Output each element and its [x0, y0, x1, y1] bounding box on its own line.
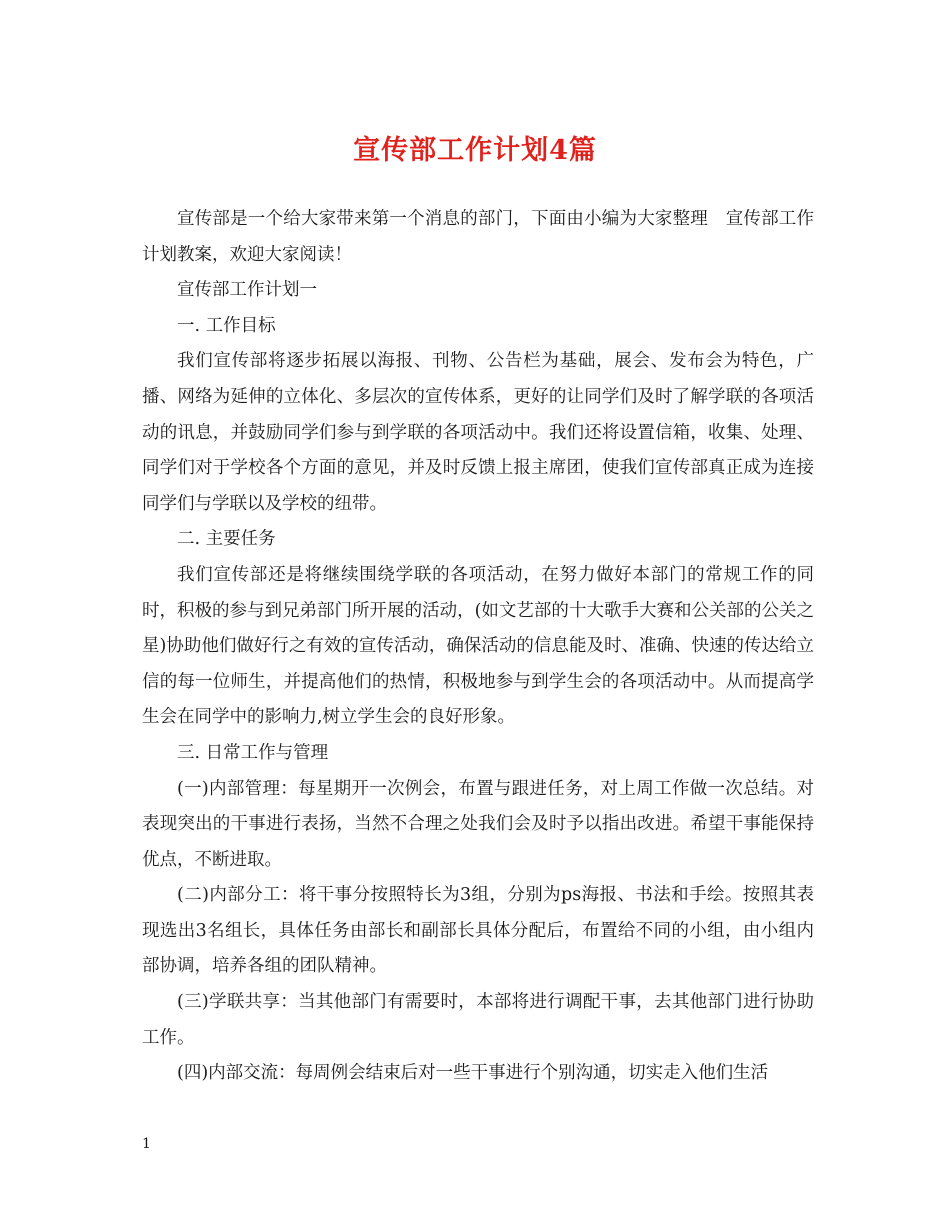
- section-heading-daily-work: 三. 日常工作与管理: [177, 742, 329, 763]
- paragraph-union-sharing: (三)学联共享：当其他部门有需要时，本部将进行调配干事，去其他部门进行协助工作。: [142, 992, 814, 1048]
- paragraph-internal-division: (二)内部分工：将干事分按照特长为3组，分别为ps海报、书法和手绘。按照其表现选出3名组长，具体任务由部长和副部长具体分配后，布置给不同的小组，由小组内部协调，培养各组的团队精神。: [142, 885, 814, 977]
- document-body: [142, 202, 814, 1092]
- section-heading-plan-one: 宣传部工作计划一: [177, 280, 317, 301]
- section-heading-main-tasks: 二. 主要任务: [177, 529, 276, 550]
- paragraph-main-tasks: 我们宣传部还是将继续围绕学联的各项活动，在努力做好本部门的常规工作的同时，积极的参与到兄弟部门所开展的活动，(如文艺部的十大歌手大赛和公关部的公关之星)协助他们做好行之有效的宣传活动，确保活动的信息能及时、准确、快速的传达给立信的每一位师生，并提高他们的热情，积极地参与到学生会的各项活动中。从而提高学生会在同学中的影响力,树立学生会的良好形象。: [142, 564, 814, 728]
- page-number: 1: [142, 1136, 151, 1152]
- section-heading-work-goals: 一. 工作目标: [177, 315, 276, 336]
- paragraph-internal-management: (一)内部管理：每星期开一次例会，布置与跟进任务，对上周工作做一次总结。对表现突出的干事进行表扬，当然不合理之处我们会及时予以指出改进。希望干事能保持优点，不断进取。: [142, 778, 814, 870]
- paragraph-intro: 宣传部是一个给大家带来第一个消息的部门，下面由小编为大家整理 宣传部工作计划教案，欢迎大家阅读！: [142, 209, 814, 265]
- document-title: 宣传部工作计划4篇: [353, 135, 597, 166]
- paragraph-internal-exchange: (四)内部交流：每周例会结束后对一些干事进行个别沟通，切实走入他们生活: [177, 1063, 769, 1084]
- paragraph-work-goals: 我们宣传部将逐步拓展以海报、刊物、公告栏为基础，展会、发布会为特色，广播、网络为延伸的立体化、多层次的宣传体系，更好的让同学们及时了解学联的各项活动的讯息，并鼓励同学们参与到学联的各项活动中。我们还将设置信箱，收集、处理、同学们对于学校各个方面的意见，并及时反馈上报主席团，使我们宣传部真正成为连接同学们与学联以及学校的纽带。: [142, 351, 814, 514]
